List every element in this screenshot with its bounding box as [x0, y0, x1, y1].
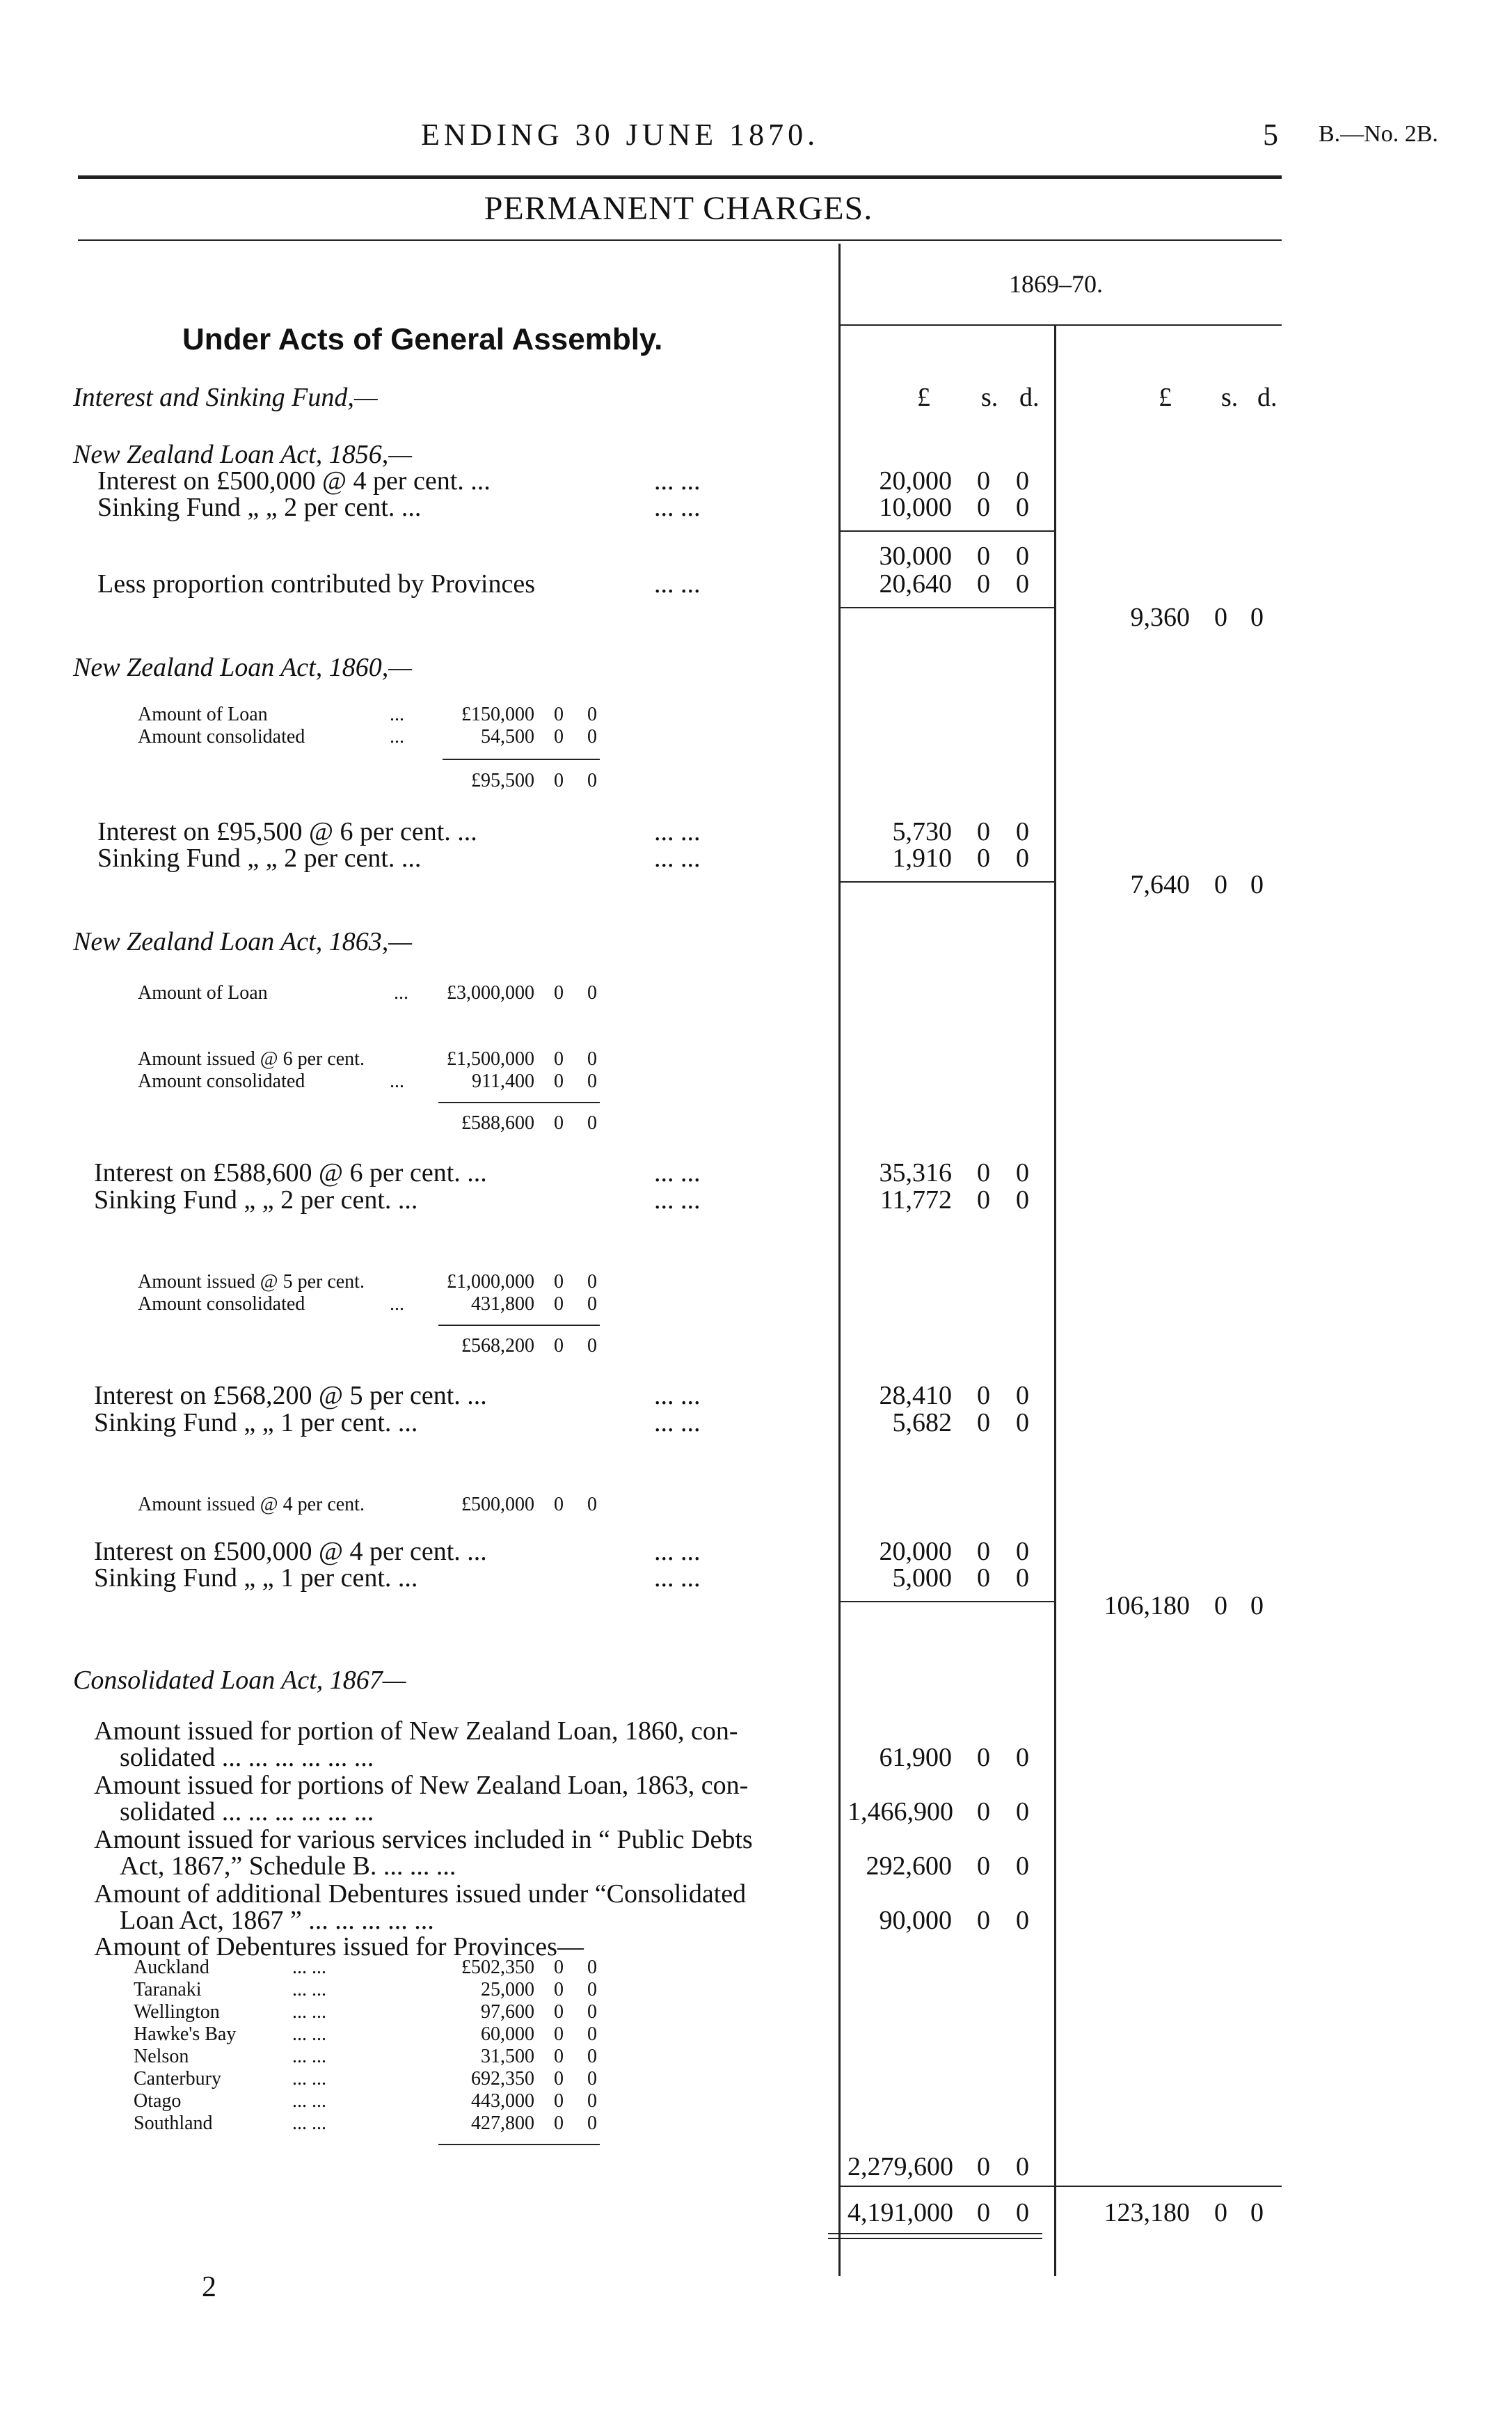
net-s: 0: [1214, 870, 1227, 899]
item-s: 0: [977, 1851, 990, 1881]
loan-line-label: Amount consolidated: [138, 726, 305, 748]
shilling-header-1: s.: [981, 383, 998, 412]
loan-line-s: 0: [554, 982, 564, 1004]
row-pounds: 5,000: [892, 1563, 952, 1593]
pound-header-1: £: [917, 383, 930, 412]
loan-line-d: 0: [587, 1071, 597, 1092]
year-header: 1869–70.: [1009, 270, 1103, 298]
loan-line-d: 0: [587, 1293, 597, 1315]
province-s: 0: [554, 2068, 564, 2090]
column-rule-2: [1054, 324, 1056, 2276]
net-s: 0: [1214, 603, 1227, 632]
row-label: Sinking Fund „ „ 2 per cent. ...: [97, 844, 422, 873]
province-amount: 60,000: [481, 2023, 534, 2045]
loan-balance-s: 0: [554, 770, 564, 791]
province-leader: ... ...: [292, 2090, 326, 2112]
loan-line-amount: 911,400: [472, 1071, 534, 1092]
loan-balance-s: 0: [554, 1112, 564, 1134]
province-d: 0: [587, 1957, 597, 1978]
province-leader: ... ...: [292, 2046, 326, 2067]
loan-line-s: 0: [554, 1494, 564, 1515]
total-col2-d: 0: [1250, 2198, 1264, 2227]
province-s: 0: [554, 2112, 564, 2134]
loan-line-leader: ...: [390, 726, 404, 748]
province-d: 0: [587, 2001, 597, 2023]
row-pounds: 10,000: [879, 493, 952, 522]
loan-balance-d: 0: [587, 770, 597, 791]
loan-line-s: 0: [554, 1293, 564, 1315]
document-reference: B.—No. 2B.: [1319, 121, 1438, 147]
subtotal-d: 0: [1016, 542, 1029, 571]
loan-line-s: 0: [554, 1048, 564, 1070]
province-amount: 97,600: [481, 2001, 534, 2023]
shilling-header-2: s.: [1221, 383, 1239, 412]
year-header-rule: [841, 324, 1282, 326]
row-s: 0: [977, 1185, 990, 1215]
province-s: 0: [554, 1957, 564, 1978]
net-d: 0: [1250, 870, 1264, 899]
provinces-total-pounds: 2,279,600: [847, 2152, 953, 2181]
provinces-total-s: 0: [977, 2152, 990, 2181]
row-leader: ... ...: [654, 493, 701, 522]
row-label: Sinking Fund „ „ 2 per cent. ...: [94, 1185, 418, 1215]
loan-line-leader: ...: [390, 1071, 404, 1092]
row-s: 0: [977, 844, 990, 873]
province-d: 0: [587, 2046, 597, 2067]
row-s: 0: [977, 493, 990, 522]
loan-line-d: 0: [587, 726, 597, 748]
item-line-2: solidated ... ... ... ... ... ...: [120, 1743, 374, 1772]
item-line-1: Amount of additional Debentures issued under “Consolidated: [94, 1879, 747, 1909]
row-d: 0: [1016, 466, 1029, 496]
loan-line-label: Amount of Loan: [138, 704, 268, 725]
province-name: Taranaki: [134, 1979, 202, 2000]
loan-line-amount: £150,000: [461, 704, 534, 725]
row-pounds: 1,910: [892, 844, 952, 873]
row-leader: ... ...: [654, 1158, 701, 1187]
row-d: 0: [1016, 844, 1029, 873]
total-col1-pounds: 4,191,000: [847, 2198, 953, 2227]
net-pounds: 106,180: [1104, 1591, 1190, 1620]
loan-balance-amount: £95,500: [471, 770, 534, 791]
pound-header-2: £: [1159, 383, 1172, 412]
loan-line-s: 0: [554, 704, 564, 725]
row-leader: ... ...: [654, 1381, 701, 1410]
net-pounds: 7,640: [1130, 870, 1190, 899]
section-heading: Under Acts of General Assembly.: [182, 322, 663, 356]
row-leader: ... ...: [654, 1537, 701, 1566]
row-pounds: 28,410: [879, 1381, 952, 1410]
loan-line-d: 0: [587, 1494, 597, 1515]
loan-line-label: Amount of Loan: [138, 982, 268, 1004]
row-d: 0: [1016, 1185, 1029, 1215]
loan-line-s: 0: [554, 726, 564, 748]
province-amount: 31,500: [481, 2046, 534, 2067]
row-pounds: 11,772: [880, 1185, 952, 1215]
loan-line-d: 0: [587, 1048, 597, 1070]
row-leader: ... ...: [654, 1563, 701, 1593]
row-leader: ... ...: [654, 1408, 701, 1437]
loan-line-label: Amount issued @ 6 per cent.: [138, 1048, 365, 1070]
loan-line-amount: £1,500,000: [447, 1048, 534, 1070]
act-1867-title: Consolidated Loan Act, 1867—: [73, 1666, 406, 1695]
row-s: 0: [977, 466, 990, 496]
loan-line-label: Amount issued @ 4 per cent.: [138, 1494, 365, 1515]
provinces-label: Amount of Debentures issued for Provinces—: [94, 1932, 584, 1961]
province-leader: ... ...: [292, 2068, 326, 2090]
subtotal-pounds: 30,000: [879, 542, 952, 571]
item-d: 0: [1016, 1797, 1029, 1826]
item-d: 0: [1016, 1851, 1029, 1881]
row-label: Interest on £95,500 @ 6 per cent. ...: [97, 817, 477, 846]
item-d: 0: [1016, 1906, 1029, 1935]
total-col2-s: 0: [1214, 2198, 1227, 2227]
net-pounds: 9,360: [1130, 603, 1190, 632]
less-d: 0: [1016, 569, 1029, 599]
item-d: 0: [1016, 1743, 1029, 1772]
item-pounds: 292,600: [866, 1851, 952, 1881]
province-d: 0: [587, 2112, 597, 2134]
loan-line-amount: £3,000,000: [447, 982, 534, 1004]
loan-balance-amount: £568,200: [461, 1335, 534, 1357]
total-col2-pounds: 123,180: [1104, 2198, 1190, 2227]
row-s: 0: [977, 1537, 990, 1566]
item-line-2: Act, 1867,” Schedule B. ... ... ...: [120, 1851, 456, 1881]
title-rule: [78, 239, 1282, 241]
row-leader: ... ...: [654, 466, 701, 496]
item-pounds: 61,900: [879, 1743, 952, 1772]
loan-line-amount: 431,800: [471, 1293, 534, 1315]
province-s: 0: [554, 2023, 564, 2045]
province-name: Hawke's Bay: [134, 2023, 237, 2045]
province-leader: ... ...: [292, 1979, 326, 2000]
row-leader: ... ...: [654, 1185, 701, 1215]
pence-header-1: d.: [1019, 383, 1040, 412]
row-s: 0: [977, 1563, 990, 1593]
item-line-1: Amount issued for portion of New Zealand Loan, 1860, con-: [94, 1716, 738, 1746]
province-name: Nelson: [134, 2046, 189, 2067]
total-col1-d: 0: [1016, 2198, 1029, 2227]
row-d: 0: [1016, 1537, 1029, 1566]
net-s: 0: [1214, 1591, 1227, 1620]
province-leader: ... ...: [292, 1957, 326, 1978]
loan-balance-rule: [438, 1102, 600, 1103]
province-amount: 443,000: [471, 2090, 534, 2112]
row-d: 0: [1016, 1408, 1029, 1437]
footer-number: 2: [202, 2271, 216, 2303]
row-d: 0: [1016, 493, 1029, 522]
item-s: 0: [977, 1743, 990, 1772]
province-leader: ... ...: [292, 2001, 326, 2023]
running-head: ENDING 30 JUNE 1870.: [421, 118, 820, 152]
item-s: 0: [977, 1906, 990, 1935]
province-leader: ... ...: [292, 2023, 326, 2045]
loan-line-label: Amount issued @ 5 per cent.: [138, 1271, 365, 1293]
item-pounds: 1,466,900: [847, 1797, 953, 1826]
province-s: 0: [554, 2001, 564, 2023]
row-label: Interest on £588,600 @ 6 per cent. ...: [94, 1158, 487, 1187]
province-d: 0: [587, 2068, 597, 2090]
province-name: Canterbury: [134, 2068, 221, 2090]
item-line-2: Loan Act, 1867 ” ... ... ... ... ...: [120, 1906, 434, 1935]
row-pounds: 35,316: [879, 1158, 952, 1187]
column-rule-1: [838, 244, 841, 2276]
loan-balance-d: 0: [587, 1335, 597, 1357]
province-amount: 692,350: [471, 2068, 534, 2090]
provinces-total-d: 0: [1016, 2152, 1029, 2181]
loan-line-label: Amount consolidated: [138, 1293, 305, 1315]
row-d: 0: [1016, 1563, 1029, 1593]
subheading: Interest and Sinking Fund,—: [73, 383, 378, 412]
province-d: 0: [587, 2023, 597, 2045]
page-number: 5: [1263, 118, 1278, 152]
total-rule: [841, 2186, 1282, 2187]
row-leader: ... ...: [654, 817, 701, 846]
loan-line-label: Amount consolidated: [138, 1071, 305, 1092]
less-pounds: 20,640: [879, 569, 952, 599]
row-label: Interest on £500,000 @ 4 per cent. ...: [94, 1537, 487, 1566]
row-s: 0: [977, 1408, 990, 1437]
row-leader: ... ...: [654, 569, 701, 599]
item-line-2: solidated ... ... ... ... ... ...: [120, 1797, 374, 1826]
loan-line-leader: ...: [390, 704, 404, 725]
row-leader: ... ...: [654, 844, 701, 873]
loan-line-amount: £500,000: [461, 1494, 534, 1515]
province-s: 0: [554, 1979, 564, 2000]
item-pounds: 90,000: [879, 1906, 952, 1935]
province-d: 0: [587, 2090, 597, 2112]
double-rule-bottom: [828, 2238, 1042, 2239]
net-d: 0: [1250, 1591, 1264, 1620]
province-amount: 25,000: [481, 1979, 534, 2000]
row-pounds: 20,000: [879, 466, 952, 496]
row-label: Interest on £568,200 @ 5 per cent. ...: [94, 1381, 487, 1410]
loan-line-d: 0: [587, 982, 597, 1004]
row-d: 0: [1016, 1381, 1029, 1410]
act-1863-title: New Zealand Loan Act, 1863,—: [73, 927, 412, 956]
loan-line-d: 0: [587, 704, 597, 725]
province-leader: ... ...: [292, 2112, 326, 2134]
row-pounds: 20,000: [879, 1537, 952, 1566]
loan-balance-rule: [438, 1325, 600, 1326]
subtotal-rule: [841, 530, 1054, 532]
section-rule: [841, 1601, 1054, 1602]
total-col1-s: 0: [977, 2198, 990, 2227]
province-name: Wellington: [134, 2001, 220, 2023]
row-label: Sinking Fund „ „ 1 per cent. ...: [94, 1408, 418, 1437]
loan-line-leader: ...: [394, 982, 408, 1004]
loan-line-leader: ...: [390, 1293, 404, 1315]
row-d: 0: [1016, 1158, 1029, 1187]
section-rule: [841, 607, 1054, 608]
row-s: 0: [977, 817, 990, 846]
loan-line-amount: £1,000,000: [447, 1271, 534, 1293]
row-label: Interest on £500,000 @ 4 per cent. ...: [97, 466, 491, 496]
province-s: 0: [554, 2046, 564, 2067]
row-d: 0: [1016, 817, 1029, 846]
province-amount: £502,350: [461, 1957, 534, 1978]
province-amount: 427,800: [471, 2112, 534, 2134]
section-rule: [841, 881, 1054, 883]
row-s: 0: [977, 1381, 990, 1410]
row-pounds: 5,730: [892, 817, 952, 846]
province-s: 0: [554, 2090, 564, 2112]
province-d: 0: [587, 1979, 597, 2000]
province-name: Southland: [134, 2112, 213, 2134]
provinces-total-rule: [438, 2144, 600, 2145]
pence-header-2: d.: [1257, 383, 1278, 412]
row-label: Sinking Fund „ „ 1 per cent. ...: [94, 1563, 418, 1593]
header-rule: [78, 175, 1282, 179]
row-s: 0: [977, 1158, 990, 1187]
row-pounds: 5,682: [892, 1408, 952, 1437]
item-s: 0: [977, 1797, 990, 1826]
loan-balance-d: 0: [587, 1112, 597, 1134]
page-title: PERMANENT CHARGES.: [484, 190, 873, 227]
loan-line-d: 0: [587, 1271, 597, 1293]
act-1860-title: New Zealand Loan Act, 1860,—: [73, 653, 412, 682]
item-line-1: Amount issued for various services included in “ Public Debts: [94, 1825, 753, 1854]
act-1856-title: New Zealand Loan Act, 1856,—: [73, 440, 412, 469]
loan-line-s: 0: [554, 1071, 564, 1092]
less-s: 0: [977, 569, 990, 599]
loan-line-amount: 54,500: [481, 726, 534, 748]
less-provinces-label: Less proportion contributed by Provinces: [97, 569, 536, 599]
loan-balance-rule: [443, 759, 600, 760]
province-name: Auckland: [134, 1957, 209, 1978]
loan-balance-amount: £588,600: [461, 1112, 534, 1134]
double-rule-top: [828, 2233, 1042, 2234]
item-line-1: Amount issued for portions of New Zealand Loan, 1863, con-: [94, 1771, 749, 1800]
subtotal-s: 0: [977, 542, 990, 571]
net-d: 0: [1250, 603, 1264, 632]
loan-line-s: 0: [554, 1271, 564, 1293]
province-name: Otago: [134, 2090, 182, 2112]
row-label: Sinking Fund „ „ 2 per cent. ...: [97, 493, 422, 522]
loan-balance-s: 0: [554, 1335, 564, 1357]
